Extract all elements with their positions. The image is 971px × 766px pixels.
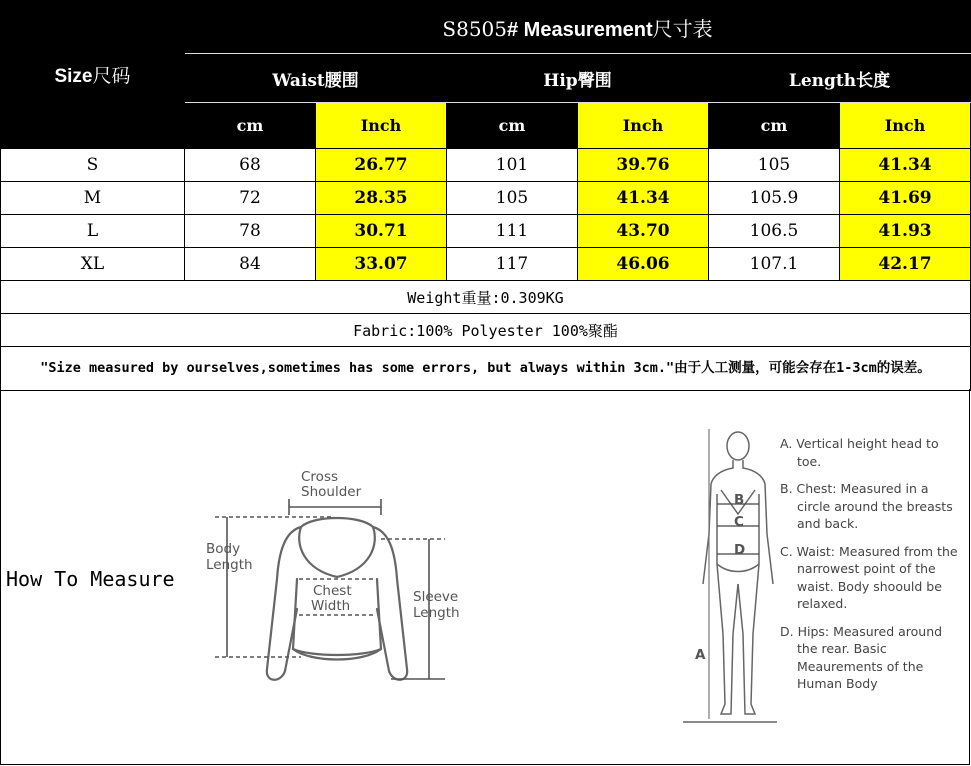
- legend-item-d: D. Hips: Measured around the rear. Basic Meaurements of the Human Body: [780, 623, 943, 691]
- waist-cm-cell: 78: [185, 215, 316, 248]
- waist-inch-cell: 28.35: [316, 182, 447, 215]
- chest-width-label: Width: [311, 598, 351, 614]
- hip-cm-cell: 117: [447, 248, 578, 281]
- sleeve-length-label: Length: [413, 605, 460, 621]
- unit-header: Inch: [840, 103, 971, 149]
- shirt-measure-diagram: [201, 469, 471, 699]
- length-cm-cell: 105.9: [709, 182, 840, 215]
- legend-item-b: B. Chest: Measured in a circle around the breasts and back.: [780, 481, 953, 531]
- length-cm-cell: 107.1: [709, 248, 840, 281]
- how-to-measure-heading: How To Measure: [6, 567, 175, 591]
- measurement-note: "Size measured by ourselves,sometimes has some errors, but always within 3cm."由于人工测量，可能会存在1-3cm的误差。: [1, 347, 971, 391]
- waist-inch-cell: 33.07: [316, 248, 447, 281]
- hip-inch-cell: 39.76: [578, 149, 709, 182]
- size-header-label: Size: [54, 66, 93, 87]
- length-inch-cell: 41.69: [840, 182, 971, 215]
- unit-header: cm: [447, 103, 578, 149]
- table-row: [1, 149, 971, 182]
- body-length-label: Length: [206, 557, 253, 573]
- length-inch-cell: 41.34: [840, 149, 971, 182]
- hip-inch-cell: 41.34: [578, 182, 709, 215]
- body-label-a: A: [695, 647, 706, 663]
- hip-cm-cell: 105: [447, 182, 578, 215]
- table-row: [1, 215, 971, 248]
- title-measurement: # Measurement: [507, 18, 653, 41]
- unit-header: Inch: [316, 103, 447, 149]
- hip-cm-cell: 111: [447, 215, 578, 248]
- how-to-measure-section: [0, 389, 970, 765]
- table-row: [1, 182, 971, 215]
- body-measure-diagram: [681, 424, 781, 734]
- chart-title: [185, 1, 971, 54]
- unit-header: cm: [709, 103, 840, 149]
- length-inch-cell: 42.17: [840, 248, 971, 281]
- unit-header: cm: [185, 103, 316, 149]
- length-cm-cell: 106.5: [709, 215, 840, 248]
- waist-inch-cell: 30.71: [316, 215, 447, 248]
- length-group-header: Length长度: [709, 54, 971, 103]
- waist-cm-cell: 68: [185, 149, 316, 182]
- cross-shoulder-label: Shoulder: [301, 484, 362, 500]
- legend-item-a: A. Vertical height head to toe.: [780, 436, 939, 469]
- length-cm-cell: 105: [709, 149, 840, 182]
- waist-cm-cell: 72: [185, 182, 316, 215]
- length-inch-cell: 41.93: [840, 215, 971, 248]
- hip-inch-cell: 46.06: [578, 248, 709, 281]
- sleeve-length-label: Sleeve: [413, 589, 459, 605]
- table-row: [1, 248, 971, 281]
- chest-width-label: Chest: [313, 583, 352, 599]
- waist-group-header: Waist腰围: [185, 54, 447, 103]
- waist-cm-cell: 84: [185, 248, 316, 281]
- waist-inch-cell: 26.77: [316, 149, 447, 182]
- body-measure-legend: [780, 435, 960, 703]
- body-label-b: B: [734, 492, 745, 508]
- unit-header: Inch: [578, 103, 709, 149]
- body-label-c: C: [734, 514, 744, 530]
- cross-shoulder-label: Cross: [301, 469, 339, 485]
- size-header-cjk: 尺码: [92, 65, 131, 87]
- title-code: S8505: [442, 16, 507, 41]
- hip-group-header: Hip臀围: [447, 54, 709, 103]
- fabric-info: Fabric:100% Polyester 100%聚酯: [1, 314, 971, 347]
- size-cell: S: [1, 149, 185, 182]
- size-cell: L: [1, 215, 185, 248]
- human-figure-icon: [703, 432, 773, 714]
- hip-cm-cell: 101: [447, 149, 578, 182]
- legend-item-c: C. Waist: Measured from the narrowest point of the waist. Body shoould be relaxed.: [780, 543, 958, 611]
- weight-info: Weight重量:0.309KG: [1, 281, 971, 314]
- size-cell: XL: [1, 248, 185, 281]
- body-length-label: Body: [206, 541, 241, 557]
- title-cjk: 尺寸表: [652, 16, 713, 41]
- size-header: [1, 1, 185, 149]
- size-cell: M: [1, 182, 185, 215]
- body-label-d: D: [734, 542, 746, 558]
- hip-inch-cell: 43.70: [578, 215, 709, 248]
